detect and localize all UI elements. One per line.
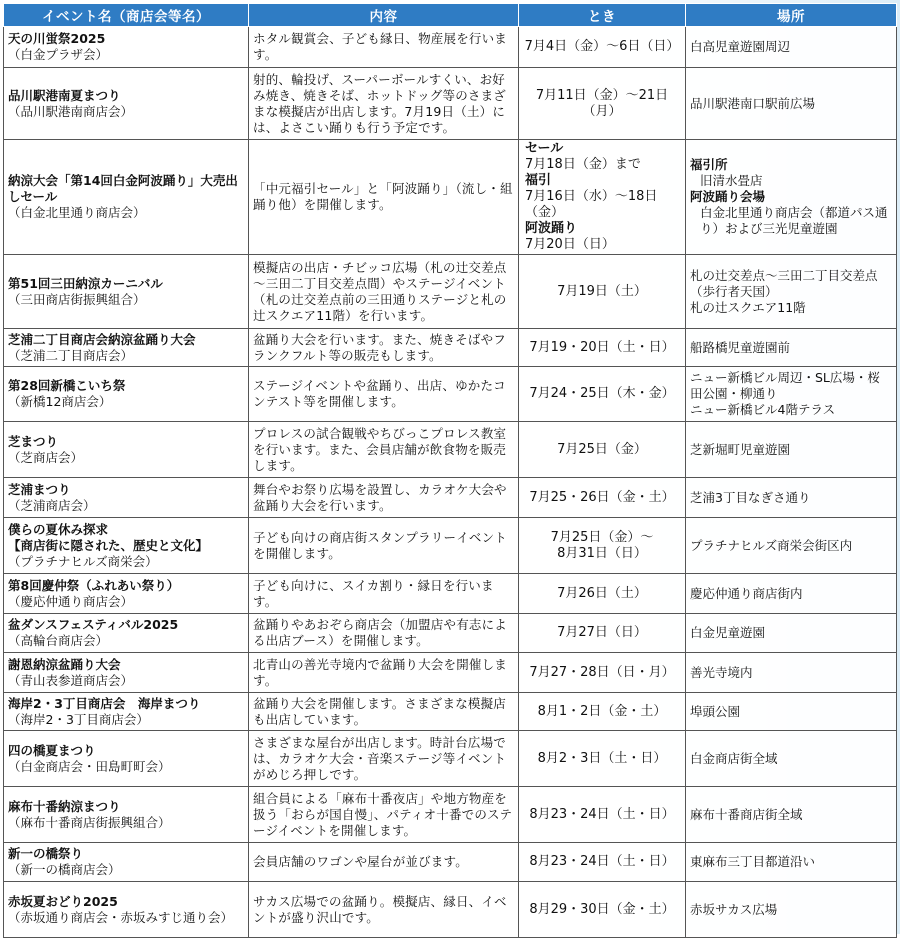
event-place: 東麻布三丁目都道沿い xyxy=(686,843,897,882)
lottery-date: 7月16日（水）～18日（金） xyxy=(525,189,658,220)
event-content: 会員店舗のワゴンや屋台が並びます。 xyxy=(249,843,519,882)
event-organizer: （白金プラザ会） xyxy=(8,47,109,62)
event-subtitle: 【商店街に隠された、歴史と文化】 xyxy=(8,537,209,553)
event-date: 7月27日（日） xyxy=(519,614,686,653)
event-content: 盆踊り大会を開催します。さまざまな模擬店も出店しています。 xyxy=(249,693,519,731)
event-content: ホタル観賞会、子ども縁日、物産展を行います。 xyxy=(249,27,519,68)
event-place xyxy=(686,140,897,255)
event-name-cell xyxy=(4,329,249,367)
event-name-cell xyxy=(4,882,249,938)
header-name: イベント名（商店会等名） xyxy=(4,4,249,27)
table-row xyxy=(4,693,897,731)
event-organizer: （青山表参道商店会） xyxy=(8,672,134,688)
event-content: 「中元福引セール」と「阿波踊り」（流し・組踊り他）を開催します。 xyxy=(249,140,519,255)
event-title: 海岸2・3丁目商店会 海岸まつり xyxy=(8,695,201,711)
event-organizer: （赤坂通り商店会・赤坂みすじ通り会） xyxy=(8,909,234,925)
event-content: 射的、輪投げ、スーパーボールすくい、お好み焼き、焼きそば、ホットドッグ等のさまざまな模擬店が出店します。7月19日（土）には、よさこい踊りも行う予定です。 xyxy=(249,68,519,140)
event-organizer: （芝浦二丁目商店会） xyxy=(8,347,134,363)
table-row xyxy=(4,68,897,140)
event-place: 船路橋児童遊園前 xyxy=(686,329,897,367)
table-row xyxy=(4,255,897,329)
event-place: 芝浦3丁目なぎさ通り xyxy=(686,478,897,518)
event-name-cell xyxy=(4,518,249,574)
date-line-1: 7月25日（金）～ xyxy=(550,529,654,545)
event-content: 組合員による「麻布十番夜店」や地方物産を扱う「おらが国自慢」、パティオ十番でのステージイベントを開催します。 xyxy=(249,787,519,843)
sale-date: 7月18日（金）まで xyxy=(525,157,641,172)
event-title: 天の川蛍祭2025 xyxy=(8,31,106,46)
event-content: さまざまな屋台が出店します。時計台広場では、カラオケ大会・音楽ステージ等イベントがめじろ押しです。 xyxy=(249,731,519,787)
event-name-cell xyxy=(4,68,249,140)
table-row xyxy=(4,367,897,422)
event-place: 白高児童遊園周辺 xyxy=(686,27,897,68)
event-date: 7月25日（金） xyxy=(519,422,686,478)
table-row xyxy=(4,27,897,68)
table-row xyxy=(4,518,897,574)
event-organizer: （三田商店街振興組合） xyxy=(8,291,146,307)
sale-label: セール xyxy=(525,141,564,156)
lottery-place: 旧清水畳店 xyxy=(700,173,763,188)
event-name-cell xyxy=(4,422,249,478)
table-row xyxy=(4,574,897,614)
event-title: 麻布十番納涼まつり xyxy=(8,798,121,814)
event-date xyxy=(519,140,686,255)
event-organizer: （芝浦商店会） xyxy=(8,497,96,513)
event-organizer: （プラチナヒルズ商栄会） xyxy=(8,553,158,569)
event-place: 埠頭公園 xyxy=(686,693,897,731)
event-date: 7月24・25日（木・金） xyxy=(519,367,686,422)
table-row xyxy=(4,882,897,938)
table-row xyxy=(4,787,897,843)
event-date: 7月11日（金）～21日（月） xyxy=(519,68,686,140)
event-title: 第8回慶仲祭（ふれあい祭り） xyxy=(8,577,180,593)
event-organizer: （高輪台商店会） xyxy=(8,633,109,648)
awa-place-label: 阿波踊り会場 xyxy=(690,189,766,204)
place-line-1: ニュー新橋ビル周辺・SL広場・桜田公園・柳通り xyxy=(690,370,880,401)
event-organizer: （白金商店会・田島町町会） xyxy=(8,758,171,774)
event-title: 謝恩納涼盆踊り大会 xyxy=(8,656,121,672)
event-content: サカス広場での盆踊り。模擬店、縁日、イベントが盛り沢山です。 xyxy=(249,882,519,938)
table-header-row xyxy=(4,4,897,27)
event-organizer: （白金北里通り商店会） xyxy=(8,205,146,220)
event-date: 8月1・2日（金・土） xyxy=(519,693,686,731)
event-date xyxy=(519,518,686,574)
event-place xyxy=(686,367,897,422)
place-line-2: ニュー新橋ビル4階テラス xyxy=(690,402,836,417)
event-name-cell xyxy=(4,478,249,518)
event-content: 舞台やお祭り広場を設置し、カラオケ大会や盆踊り大会を行います。 xyxy=(249,478,519,518)
event-title: 第28回新橋こいち祭 xyxy=(8,378,126,393)
event-place xyxy=(686,255,897,329)
event-name-cell xyxy=(4,614,249,653)
lottery-place-label: 福引所 xyxy=(690,157,728,172)
event-organizer: （品川駅港南商店会） xyxy=(8,103,134,119)
event-title: 第51回三田納涼カーニバル xyxy=(8,275,163,291)
event-organizer: （麻布十番商店街振興組合） xyxy=(8,814,171,830)
event-date: 8月23・24日（土・日） xyxy=(519,843,686,882)
event-title: 芝浦まつり xyxy=(8,481,71,497)
event-place: 赤坂サカス広場 xyxy=(686,882,897,938)
event-name-cell xyxy=(4,27,249,68)
event-content: ステージイベントや盆踊り、出店、ゆかたコンテスト等を開催します。 xyxy=(249,367,519,422)
table-row xyxy=(4,843,897,882)
event-place: 品川駅港南口駅前広場 xyxy=(686,68,897,140)
table-row xyxy=(4,422,897,478)
event-name-cell xyxy=(4,731,249,787)
event-title: 芝浦二丁目商店会納涼盆踊り大会 xyxy=(8,331,196,347)
event-title: 品川駅港南夏まつり xyxy=(8,87,121,103)
event-organizer: （新橋12商店会） xyxy=(8,394,112,409)
event-title: 納涼大会「第14回白金阿波踊り」大売出しセール xyxy=(8,173,238,204)
event-place: 善光寺境内 xyxy=(686,653,897,693)
event-date: 7月19・20日（土・日） xyxy=(519,329,686,367)
awa-place: 白金北里通り商店会（都道パス通り）および三光児童遊園 xyxy=(700,205,888,236)
event-date: 7月26日（土） xyxy=(519,574,686,614)
event-name-cell xyxy=(4,693,249,731)
event-place: プラチナヒルズ商栄会街区内 xyxy=(686,518,897,574)
event-title: 四の橋夏まつり xyxy=(8,742,96,758)
event-content: 子ども向けに、スイカ割り・縁日を行います。 xyxy=(249,574,519,614)
event-name-cell xyxy=(4,653,249,693)
place-line-2: 札の辻スクエア11階 xyxy=(690,299,806,315)
header-place: 場所 xyxy=(686,4,897,27)
table-row xyxy=(4,329,897,367)
awa-date: 7月20日（日） xyxy=(525,237,615,252)
event-content: 盆踊りやあおぞら商店会（加盟店や有志による出店ブース）を開催します。 xyxy=(249,614,519,653)
event-organizer: （海岸2・3丁目商店会） xyxy=(8,711,149,727)
events-table xyxy=(3,3,897,938)
event-date: 8月2・3日（土・日） xyxy=(519,731,686,787)
event-name-cell xyxy=(4,574,249,614)
header-when: とき xyxy=(519,4,686,27)
lottery-label: 福引 xyxy=(525,173,552,188)
event-title: 僕らの夏休み探求 xyxy=(8,521,109,537)
event-date: 7月4日（金）～6日（日） xyxy=(519,27,686,68)
event-name-cell xyxy=(4,843,249,882)
event-name-cell xyxy=(4,787,249,843)
table-row xyxy=(4,614,897,653)
event-date: 8月23・24日（土・日） xyxy=(519,787,686,843)
event-name-cell xyxy=(4,140,249,255)
event-place: 慶応仲通り商店街内 xyxy=(686,574,897,614)
event-content: 盆踊り大会を行います。また、焼きそばやフランクフルト等の販売もします。 xyxy=(249,329,519,367)
event-place: 芝新堀町児童遊園 xyxy=(686,422,897,478)
event-content: 模擬店の出店・チビッコ広場（札の辻交差点～三田二丁目交差点間）やステージイベント（札の辻交差点前の三田通りステージと札の辻スクエア11階）を行います。 xyxy=(249,255,519,329)
event-organizer: （慶応仲通り商店会） xyxy=(8,593,134,609)
table-row xyxy=(4,478,897,518)
event-title: 盆ダンスフェスティバル2025 xyxy=(8,617,179,632)
event-title: 新一の橋祭り xyxy=(8,846,84,861)
event-place: 麻布十番商店街全域 xyxy=(686,787,897,843)
event-content: 子ども向けの商店街スタンプラリーイベントを開催します。 xyxy=(249,518,519,574)
event-date: 8月29・30日（金・土） xyxy=(519,882,686,938)
event-title: 赤坂夏おどり2025 xyxy=(8,893,118,909)
place-line-1: 札の辻交差点～三田二丁目交差点（歩行者天国） xyxy=(690,267,878,299)
event-content: プロレスの試合観戦やちびっこプロレス教室を行います。また、会員店舗が飲食物を販売します。 xyxy=(249,422,519,478)
event-name-cell xyxy=(4,255,249,329)
event-title: 芝まつり xyxy=(8,433,59,449)
date-line-2: 8月31日（日） xyxy=(557,545,647,561)
table-row xyxy=(4,653,897,693)
event-name-cell xyxy=(4,367,249,422)
header-content: 内容 xyxy=(249,4,519,27)
event-date: 7月27・28日（日・月） xyxy=(519,653,686,693)
event-date: 7月19日（土） xyxy=(519,255,686,329)
table-row xyxy=(4,140,897,255)
event-date: 7月25・26日（金・土） xyxy=(519,478,686,518)
event-place: 白金商店街全域 xyxy=(686,731,897,787)
event-organizer: （芝商店会） xyxy=(8,449,84,465)
awa-label: 阿波踊り xyxy=(525,221,578,236)
table-row xyxy=(4,731,897,787)
event-content: 北青山の善光寺境内で盆踊り大会を開催します。 xyxy=(249,653,519,693)
event-organizer: （新一の橋商店会） xyxy=(8,862,121,877)
event-place: 白金児童遊園 xyxy=(686,614,897,653)
